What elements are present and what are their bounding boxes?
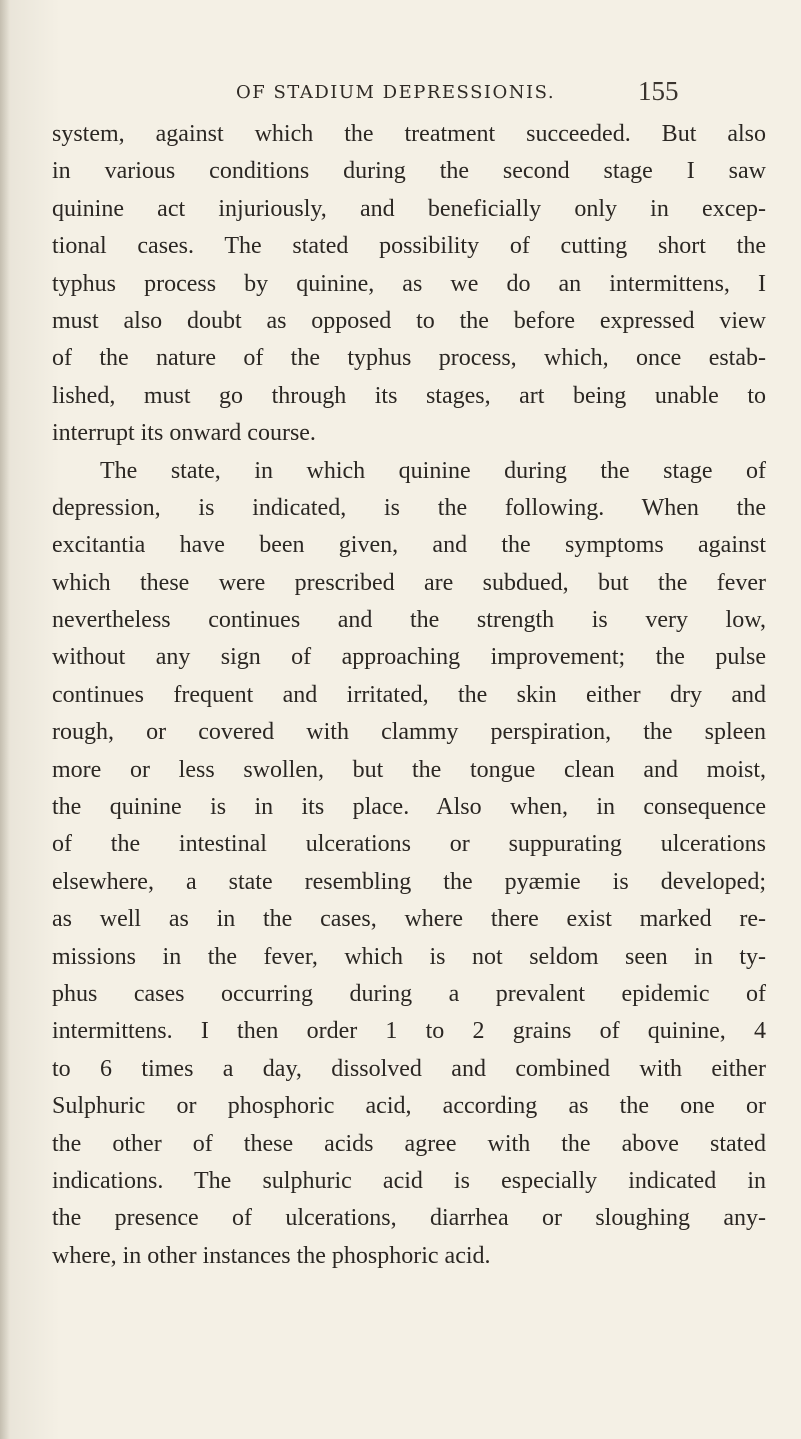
text-line: typhus process by quinine, as we do an intermittens, I	[52, 270, 766, 297]
text-line: without any sign of approaching improvement; the pulse	[52, 644, 766, 671]
page-number: 155	[638, 76, 679, 106]
running-title: OF STADIUM DEPRESSIONIS.	[236, 82, 556, 103]
text-line: the presence of ulcerations, diarrhea or sloughing any-	[52, 1205, 766, 1232]
text-line: as well as in the cases, where there exist marked re-	[52, 906, 766, 933]
text-line: tional cases. The stated possibility of cutting short the	[52, 233, 766, 260]
text-line: indications. The sulphuric acid is especially indicated in	[52, 1167, 766, 1194]
text-line: Sulphuric or phosphoric acid, according as the one or	[52, 1093, 766, 1120]
body-text	[52, 116, 766, 1275]
text-line: intermittens. I then order 1 to 2 grains of quinine, 4	[52, 1018, 766, 1045]
text-line: elsewhere, a state resembling the pyæmie is developed;	[52, 868, 766, 895]
text-line: system, against which the treatment succeeded. But also	[52, 121, 766, 147]
text-line: of the intestinal ulcerations or suppurating ulcerations	[52, 831, 766, 858]
text-line: of the nature of the typhus process, which, once estab-	[52, 345, 766, 372]
text-line: continues frequent and irritated, the skin either dry and	[52, 681, 766, 708]
paragraph-last-line: where, in other instances the phosphoric acid.	[52, 1242, 491, 1269]
paragraph-first-line: The state, in which quinine during the stage of	[100, 457, 766, 484]
text-line: in various conditions during the second stage I saw	[52, 158, 766, 185]
text-line: nevertheless continues and the strength is very low,	[52, 607, 766, 634]
text-line: must also doubt as opposed to the before expressed view	[52, 307, 766, 334]
text-line: lished, must go through its stages, art being unable to	[52, 382, 766, 409]
text-line: rough, or covered with clammy perspiration, the spleen	[52, 719, 766, 746]
text-line: to 6 times a day, dissolved and combined with either	[52, 1055, 766, 1082]
gutter-shadow	[0, 0, 10, 1439]
text-line: which these were prescribed are subdued, but the fever	[52, 569, 766, 596]
text-line: the other of these acids agree with the above stated	[52, 1130, 766, 1157]
text-line: quinine act injuriously, and beneficially only in excep-	[52, 195, 766, 222]
text-line: more or less swollen, but the tongue clean and moist,	[52, 756, 766, 783]
text-line: depression, is indicated, is the following. When the	[52, 494, 766, 521]
text-line: missions in the fever, which is not seldom seen in ty-	[52, 943, 766, 970]
text-line: the quinine is in its place. Also when, in consequence	[52, 794, 766, 821]
text-line: phus cases occurring during a prevalent epidemic of	[52, 980, 766, 1007]
text-line: excitantia have been given, and the symptoms against	[52, 532, 766, 559]
paragraph-last-line: interrupt its onward course.	[52, 420, 316, 447]
running-head	[0, 76, 801, 112]
